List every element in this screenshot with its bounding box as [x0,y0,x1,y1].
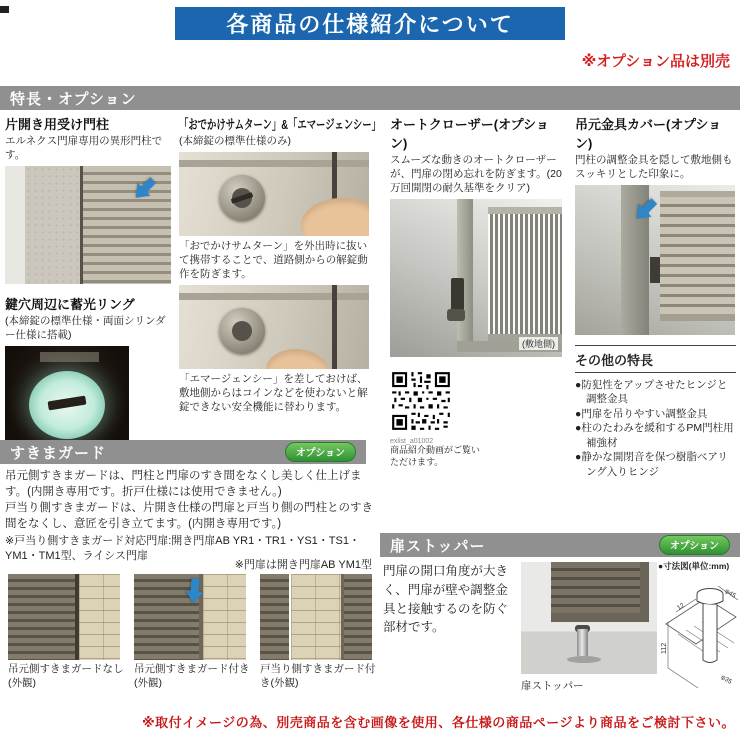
other-feature-item: ●防犯性をアップさせたヒンジと調整金具 [575,378,728,406]
features-section-header [0,86,740,110]
thumbturn-desc-2: 「エマージェンシー」を差しておけば、敷地側からはコインなどを使わないと解錠できない安全機能に替わります。 [179,372,368,413]
arrow-head [184,591,203,605]
guard-photo-hinge-side [134,574,246,660]
louver-gate-graphic [8,574,75,660]
receiver-post-desc: エルネクス門扉専用の異形門柱です。 [5,135,163,161]
stopper-cylinder-graphic [577,629,588,656]
qr-block [390,370,480,468]
louver-door-graphic [83,166,171,284]
guard-caption-latch-side: 戸当り側すきまガード付き(外観) [260,663,376,689]
luminous-ring-subtitle: (本締錠の標準仕様・両面シリンダー仕様に搭載) [5,314,166,341]
feature-column-autocloser [390,113,566,468]
door-stopper-photo [521,562,657,674]
door-stopper-title: 扉ストッパー [390,537,486,555]
thumbturn-title: 「おでかけサムターン」&「エマージェンシー」 [179,117,381,132]
stone-pillar-graphic [79,574,120,660]
page-corner-mark [0,6,9,13]
hinge-cover-desc: 門柱の調整金具を隠して敷地側もスッキリとした印象に。 [575,154,733,180]
dim-height: 112 [661,642,668,654]
autocloser-title: オートクローザー(オプション) [390,117,549,151]
dim-base: φ35 [719,673,733,686]
sukima-paragraph-1: 吊元側すきまガードは、門柱と門扉のすき間をなくし美しく仕上げます。(内開き専用です。折戸仕様には使用できません。) [5,470,362,499]
gate-corner-graphic [551,562,649,622]
hand-graphic [301,198,369,236]
receiver-post-title: 片開き用受け門柱 [5,117,110,132]
receiver-post-photo [5,166,171,284]
other-feature-item: ●門扉を吊りやすい調整金具 [575,407,708,420]
sukima-guard-text [5,468,377,564]
louver-gate-graphic [260,574,289,660]
autocloser-device-graphic [451,278,464,312]
hinge-cover-graphic [650,257,660,283]
luminous-ring-photo [5,346,129,454]
vertical-slat-gate-graphic [488,207,562,343]
feature-column-hinge-cover [575,113,736,479]
stone-pillar-graphic [203,574,246,660]
gate-rail-graphic [179,293,369,300]
hinge-post-graphic [457,199,472,349]
dim-diameter: φ45 [723,587,737,600]
door-stopper-desc: 門扉の開口角度が大きく、門扉が壁や調整金具と接触するのを防ぐ部材です。 [383,564,509,635]
option-sold-separately-note: ※オプション品は別売 [581,53,730,70]
qr-caption: 商品紹介動画がご覧いただけます。 [390,444,481,467]
qr-code-icon [390,370,452,432]
sukima-guard-title: すきまガード [10,444,107,462]
dimension-diagram-label: ●寸法図(単位:mm) [658,561,730,571]
hinge-cover-title: 吊元金具カバー(オプション) [575,117,722,151]
stopper-shadow-graphic [567,656,601,663]
thumbturn-desc-1: 「おでかけサムターン」を外出時に抜いて携帯することで、道路側からの解錠動作を防ぎます。 [179,239,368,280]
other-features-block [575,345,736,479]
louver-door-graphic [660,191,735,322]
feature-column-thumbturn [179,113,381,418]
sukima-note-gate-model: ※門扉は開き門扉AB YM1型 [234,559,372,571]
guard-photo-none [8,574,120,660]
bottom-disclaimer-note: ※取付イメージの為、別売商品を含む画像を使用、各仕様の商品ページより商品をご検討下さい。 [142,715,735,730]
thumbturn-photo-2 [179,285,369,369]
stone-post-graphic [25,166,80,284]
sukima-paragraph-2: 戸当り側すきまガードは、片開き仕様の門扉と戸当り側の門柱とのすき間をなくし、意匠を引き立てます。(内開き専用です。) [5,502,373,531]
other-features-list [575,378,736,479]
feature-column-receiver-post [5,113,173,454]
site-side-label: (敷地側) [519,337,558,350]
dimension-diagram [658,560,740,697]
autocloser-knob-graphic [447,309,465,321]
option-badge: オプション [659,535,730,555]
guard-caption-hinge-side: 吊元側すきまガード付き(外観) [134,663,250,689]
louver-gate-graphic [344,574,372,660]
thumbturn-photo-1 [179,152,369,236]
stopper-dimension-drawing-icon [658,572,740,692]
hinge-cover-photo [575,185,735,335]
gate-edge-graphic [332,285,337,369]
autocloser-photo [390,199,562,357]
autocloser-desc: スムーズな動きのオートクローザーが、門扉の閉め忘れを防ぎます。(20万回開閉の耐久基準をクリア) [390,154,562,194]
lock-plate-graphic [40,352,100,362]
lock-core-graphic [232,321,252,341]
guard-photo-latch-side [260,574,372,660]
other-feature-item: ●柱のたわみを緩和するPM門柱用補強材 [575,422,734,449]
gate-rail-graphic [179,160,369,167]
luminous-ring-title: 鍵穴周辺に蓄光リング [5,296,135,312]
arrow-shaft [190,578,199,592]
blue-arrow-icon [184,578,204,604]
option-badge: オプション [285,442,356,462]
stone-pillar-graphic [291,574,340,660]
door-stopper-section-header [380,533,740,557]
qr-code-id: exlist_a01002 [390,437,434,445]
dim-top-thickness: 12 [675,602,686,612]
page-title: 各商品の仕様紹介について [175,7,565,40]
thumbturn-subtitle: (本締錠の標準仕様のみ) [179,135,291,147]
features-section-title: 特長・オプション [10,90,137,108]
guard-caption-none: 吊元側すきまガードなし(外観) [8,663,124,689]
door-stopper-caption: 扉ストッパー [521,680,584,692]
sukima-guard-section-header [0,440,366,464]
other-feature-item: ●静かな開閉音を保つ樹脂ベアリング入りヒンジ [575,451,728,478]
sukima-note-compatible-gates: ※戸当り側すきまガード対応門扉:開き門扉AB YR1・TR1・YS1・TS1・YM1・TM1型、ライシス門扉 [5,535,360,563]
hand-graphic [266,349,330,369]
other-features-title: その他の特長 [575,346,736,373]
